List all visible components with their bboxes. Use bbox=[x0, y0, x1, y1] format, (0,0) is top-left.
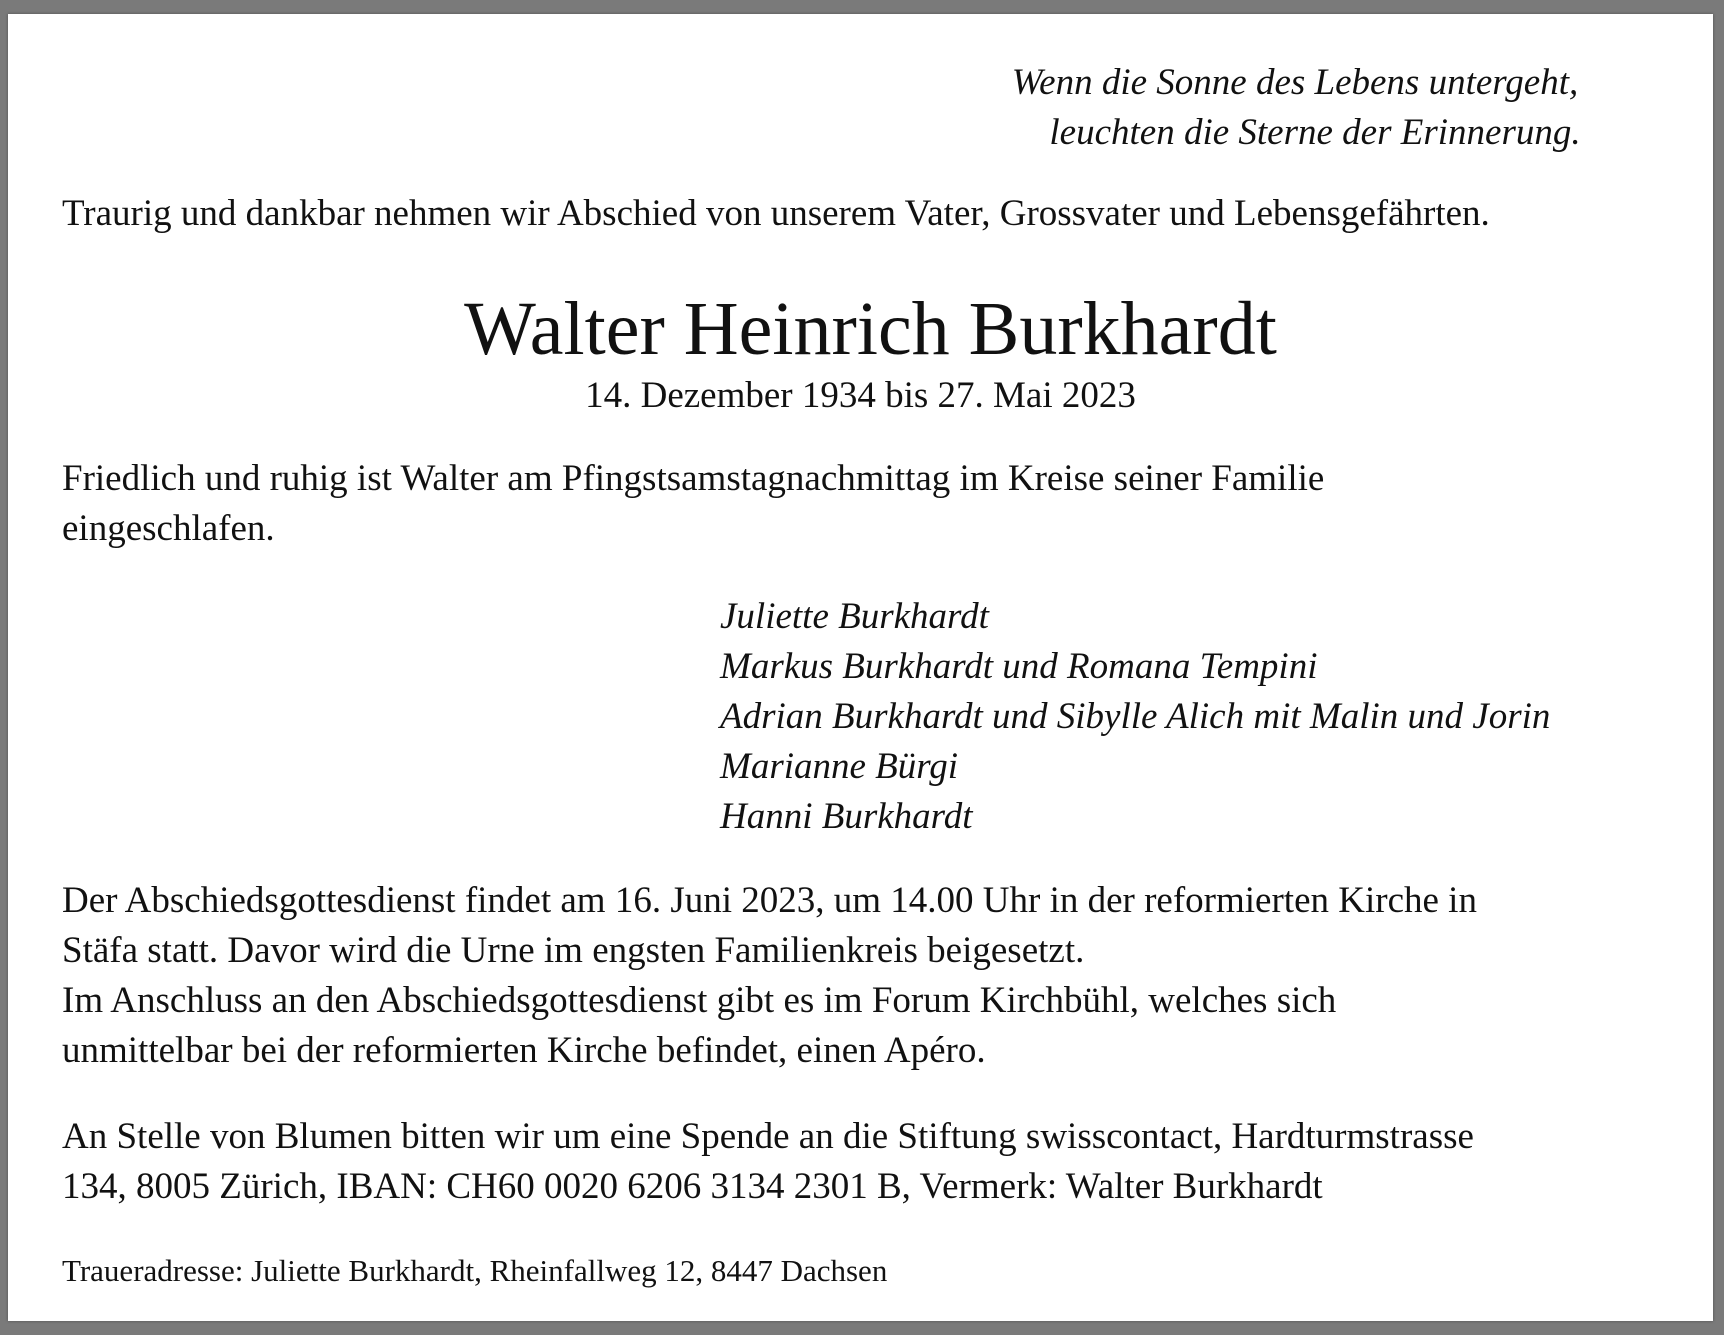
mourner-name: Markus Burkhardt und Romana Tempini bbox=[720, 646, 1318, 687]
donation-line-1: An Stelle von Blumen bitten wir um eine Spende an die Stiftung swisscontact, Hardturmstrasse bbox=[62, 1116, 1474, 1157]
donation-line-2: 134, 8005 Zürich, IBAN: CH60 0020 6206 3134 2301 B, Vermerk: Walter Burkhardt bbox=[62, 1166, 1323, 1207]
passing-paragraph bbox=[62, 454, 1492, 554]
service-line-4: unmittelbar bei der reformierten Kirche befindet, einen Apéro. bbox=[62, 1030, 986, 1071]
service-paragraph bbox=[62, 876, 1672, 1076]
quote-line-2: leuchten die Sterne der Erinnerung. bbox=[1049, 112, 1581, 153]
quote-line-1: Wenn die Sonne des Lebens untergeht, bbox=[1011, 62, 1579, 103]
passing-line-2: eingeschlafen. bbox=[62, 508, 275, 549]
mourner-name: Juliette Burkhardt bbox=[720, 596, 989, 637]
mourner-name: Marianne Bürgi bbox=[720, 746, 959, 787]
mourner-name: Adrian Burkhardt und Sibylle Alich mit Malin und Jorin bbox=[720, 696, 1551, 737]
obituary-notice bbox=[8, 14, 1713, 1321]
passing-line-1: Friedlich und ruhig ist Walter am Pfingstsamstagnachmittag im Kreise seiner Familie bbox=[62, 458, 1325, 499]
intro-text: Traurig und dankbar nehmen wir Abschied von unserem Vater, Grossvater und Lebensgefährten. bbox=[62, 193, 1490, 234]
service-line-3: Im Anschluss an den Abschiedsgottesdienst gibt es im Forum Kirchbühl, welches sich bbox=[62, 980, 1337, 1021]
deceased-name: Walter Heinrich Burkhardt bbox=[464, 287, 1277, 371]
memorial-quote bbox=[945, 58, 1645, 158]
service-line-2: Stäfa statt. Davor wird die Urne im engsten Familienkreis beigesetzt. bbox=[62, 930, 1085, 971]
mourner-name: Hanni Burkhardt bbox=[720, 796, 973, 837]
life-dates: 14. Dezember 1934 bis 27. Mai 2023 bbox=[585, 375, 1136, 416]
mourning-address: Traueradresse: Juliette Burkhardt, Rheinfallweg 12, 8447 Dachsen bbox=[62, 1253, 888, 1288]
donation-paragraph bbox=[62, 1112, 1672, 1212]
service-line-1: Der Abschiedsgottesdienst findet am 16. Juni 2023, um 14.00 Uhr in der reformierten Kirche in bbox=[62, 880, 1477, 921]
mourners-list bbox=[720, 592, 1550, 842]
